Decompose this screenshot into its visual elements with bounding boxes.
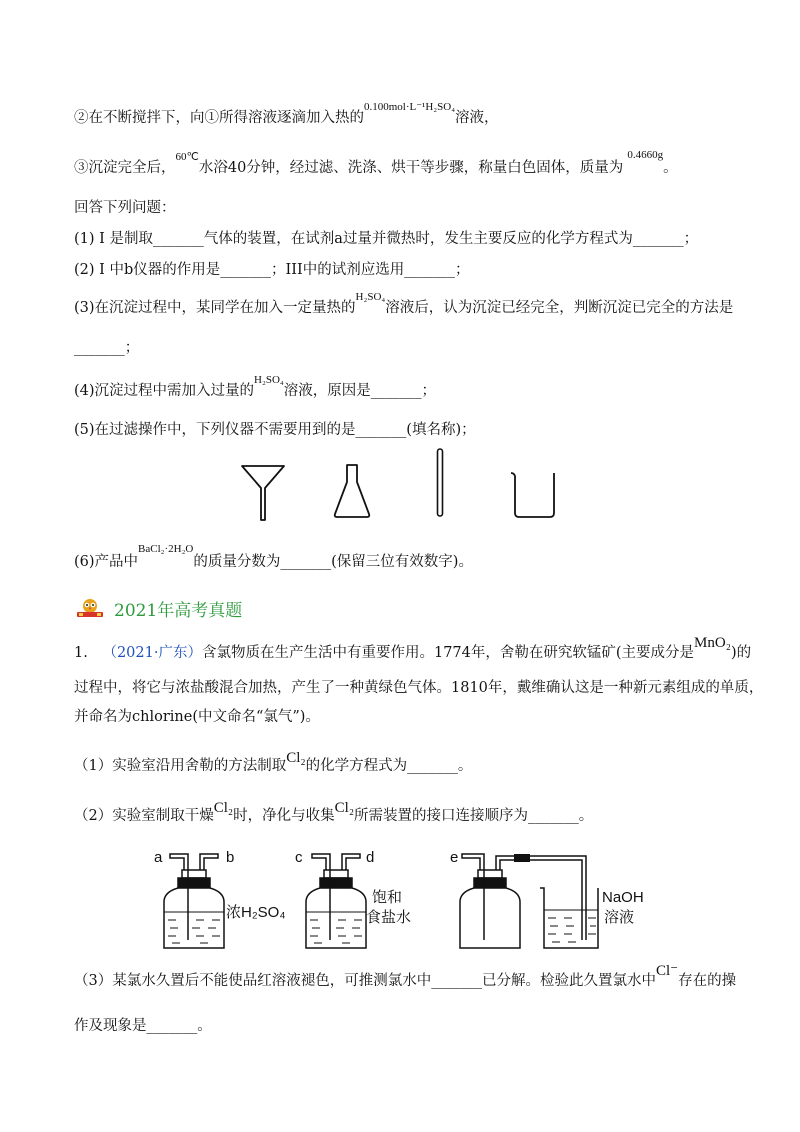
beaker-reagent-line-2: 溶液 bbox=[604, 908, 635, 926]
question-6-text-a: (6)产品中 bbox=[74, 554, 139, 570]
step2-text-b: 溶液， bbox=[455, 110, 499, 126]
subquestion-2-text-b: 时，净化与收集 bbox=[233, 808, 335, 824]
question-1: (1) Ⅰ 是制取_______气体的装置，在试剂a过量并微热时，发生主要反应的化学方程式为_______； bbox=[74, 231, 699, 247]
bottle-2-reagent-line-2: 食盐水 bbox=[366, 908, 412, 926]
problem-1-text-b: )的 bbox=[730, 645, 752, 661]
subquestion-2 bbox=[74, 800, 594, 826]
step2-text-a: ②在不断搅拌下，向①所得溶液逐滴加入热的 bbox=[74, 110, 364, 126]
question-3 bbox=[74, 291, 734, 319]
h2so4-formula: H₂SO₄ bbox=[355, 291, 386, 303]
subquestion-1 bbox=[74, 750, 473, 776]
port-d-label: d bbox=[366, 849, 375, 866]
bottle-1-reagent: 浓H₂SO₄ bbox=[226, 904, 286, 921]
bacl2-formula: BaCl₂·2H₂O bbox=[138, 543, 194, 555]
subquestion-3 bbox=[74, 963, 737, 991]
step3-line bbox=[74, 149, 678, 179]
collection-bottle bbox=[460, 854, 580, 948]
question-3-text-b: 溶液后，认为沉淀已经完全，判断沉淀已完全的方法是 bbox=[385, 300, 734, 316]
wash-bottle-2 bbox=[306, 854, 366, 948]
question-3-text-a: (3)在沉淀过程中，某同学在加入一定量热的 bbox=[74, 300, 356, 316]
section-title: 2021年高考真题 bbox=[114, 600, 243, 621]
questions-intro: 回答下列问题： bbox=[74, 200, 176, 216]
subquestion-3-text-a: （3）某氯水久置后不能使品红溶液褪色，可推测氯水中_______已分解。检验此久置氯水中 bbox=[74, 973, 656, 989]
chloride-ion-formula: Cl⁻ bbox=[655, 963, 679, 979]
port-c-label: c bbox=[295, 849, 303, 866]
step3-text-b: 水浴40分钟，经过滤、洗涤、烘干等步骤，称量白色固体，质量为 bbox=[198, 160, 624, 176]
problem-source: （2021·广东） bbox=[102, 645, 202, 661]
question-4-text-a: (4)沉淀过程中需加入过量的 bbox=[74, 383, 255, 399]
mass-value: 0.4660g bbox=[627, 149, 664, 161]
subquestion-3-line-2: 作及现象是_______。 bbox=[74, 1018, 212, 1034]
question-5: (5)在过滤操作中，下列仪器不需要用到的是_______(填名称)； bbox=[74, 422, 476, 438]
step3-text-a: ③沉淀完全后， bbox=[74, 160, 176, 176]
port-b-label: b bbox=[226, 849, 235, 866]
subquestion-1-text-a: （1）实验室沿用舍勒的方法制取 bbox=[74, 758, 287, 774]
mno2-formula: MnO₂ bbox=[694, 635, 731, 651]
cl2-formula: Cl₂ bbox=[213, 800, 234, 816]
question-4-text-b: 溶液，原因是_______； bbox=[283, 383, 436, 399]
problem-1-text-a: 含氯物质在生产生活中有重要作用。1774年，舍勒在研究软锰矿(主要成分是 bbox=[201, 645, 695, 661]
h2so4-formula: H₂SO₄ bbox=[254, 374, 284, 386]
question-6-text-b: 的质量分数为_______(保留三位有效数字)。 bbox=[193, 554, 473, 570]
problem-number: 1. bbox=[74, 645, 88, 661]
question-3-answer-blank: _______； bbox=[74, 340, 140, 356]
port-e-label: e bbox=[450, 849, 459, 866]
problem-1-line-3: 并命名为chlorine(中文命名“氯气”)。 bbox=[74, 709, 320, 725]
cl2-formula: Cl₂ bbox=[334, 800, 355, 816]
acid-concentration-formula: 0.100mol·L⁻¹H₂SO₄ bbox=[364, 101, 456, 113]
beaker-icon bbox=[508, 470, 558, 520]
cl2-formula: Cl₂ bbox=[286, 750, 306, 766]
subquestion-1-text-b: 的化学方程式为_______。 bbox=[305, 758, 473, 774]
subquestion-2-text-c: 所需装置的接口连接顺序为_______。 bbox=[354, 808, 594, 824]
owl-book-icon bbox=[74, 597, 106, 619]
bottle-2-reagent-line-1: 饱和 bbox=[372, 888, 403, 906]
subquestion-3-text-b: 存在的操 bbox=[678, 973, 737, 989]
glass-rod-icon bbox=[434, 447, 446, 519]
section-heading bbox=[74, 596, 242, 620]
beaker-reagent-line-1: NaOH bbox=[602, 889, 644, 906]
question-4 bbox=[74, 374, 436, 402]
conical-flask-icon bbox=[332, 462, 372, 520]
step3-text-c: 。 bbox=[663, 160, 678, 176]
port-a-label: a bbox=[154, 849, 163, 866]
problem-1-line-1 bbox=[74, 635, 752, 663]
wash-bottle-1 bbox=[164, 854, 224, 948]
subquestion-2-text-a: （2）实验室制取干燥 bbox=[74, 808, 214, 824]
problem-1-line-2: 过程中，将它与浓盐酸混合加热，产生了一种黄绿色气体。1810年，戴维确认这是一种新元素组成的单质， bbox=[74, 680, 764, 696]
question-2: (2) Ⅰ 中b仪器的作用是_______；III中的试剂应选用_______； bbox=[74, 262, 470, 278]
gas-apparatus-diagram bbox=[140, 840, 660, 960]
funnel-icon bbox=[238, 462, 288, 524]
temperature-value: 60℃ bbox=[175, 151, 199, 163]
